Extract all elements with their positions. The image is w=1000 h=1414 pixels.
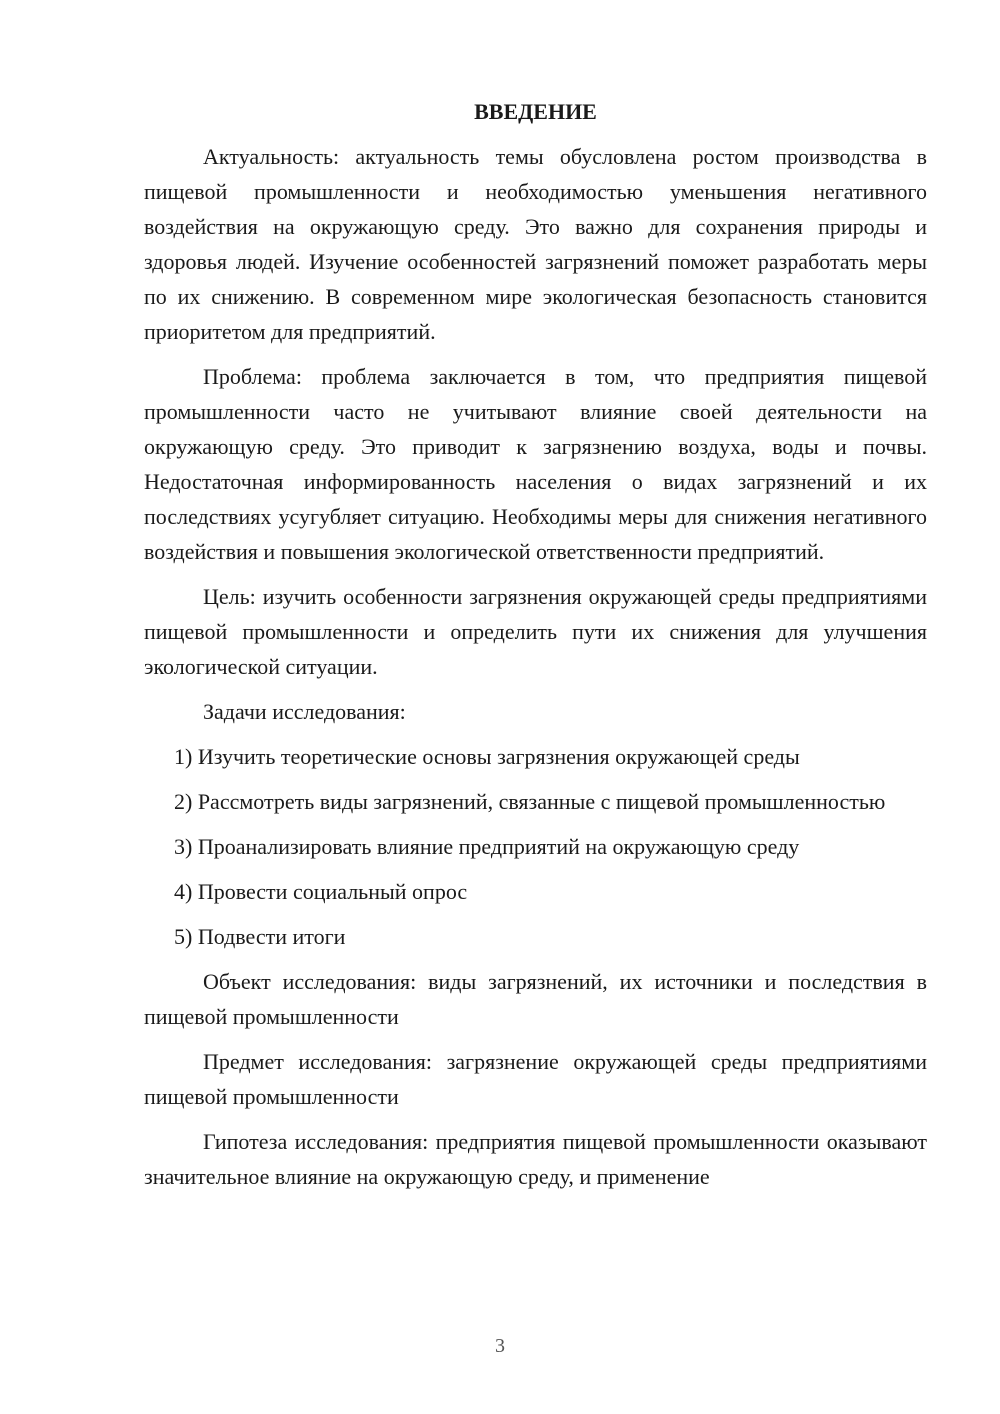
task-item: 5) Подвести итоги	[174, 924, 346, 949]
task-item: 2) Рассмотреть виды загрязнений, связанные с пищевой промышленностью	[174, 789, 886, 814]
problem-paragraph: Проблема: проблема заключается в том, что предприятия пищевой промышленности часто не учитывают влияние своей деятельности на окружающую среду. Это приводит к загрязнению воздуха, воды и почвы. Недостаточная информированность населения о видах загрязнений и их последствиях усугубляет ситуацию. Необходимы меры для снижения негативного воздействия и повышения экологической ответственности предприятий.	[144, 364, 927, 564]
tasks-heading: Задачи исследования:	[203, 699, 406, 724]
page-number: 3	[495, 1335, 505, 1357]
subject-paragraph: Предмет исследования: загрязнение окружающей среды предприятиями пищевой промышленности	[144, 1049, 927, 1109]
relevance-paragraph: Актуальность: актуальность темы обусловлена ростом производства в пищевой промышленности и необходимостью уменьшения негативного воздействия на окружающую среду. Это важно для сохранения природы и здоровья людей. Изучение особенностей загрязнений поможет разработать меры по их снижению. В современном мире экологическая безопасность становится приоритетом для предприятий.	[144, 144, 927, 344]
section-title: ВВЕДЕНИЕ	[474, 99, 597, 124]
task-item: 3) Проанализировать влияние предприятий на окружающую среду	[174, 834, 800, 859]
goal-paragraph: Цель: изучить особенности загрязнения окружающей среды предприятиями пищевой промышленности и определить пути их снижения для улучшения экологической ситуации.	[144, 584, 927, 679]
page-content	[144, 94, 927, 1204]
task-item: 4) Провести социальный опрос	[174, 879, 468, 904]
task-item: 1) Изучить теоретические основы загрязнения окружающей среды	[174, 744, 800, 769]
object-paragraph: Объект исследования: виды загрязнений, их источники и последствия в пищевой промышленности	[144, 969, 927, 1029]
hypothesis-paragraph: Гипотеза исследования: предприятия пищевой промышленности оказывают значительное влияние на окружающую среду, и применение	[144, 1129, 927, 1189]
